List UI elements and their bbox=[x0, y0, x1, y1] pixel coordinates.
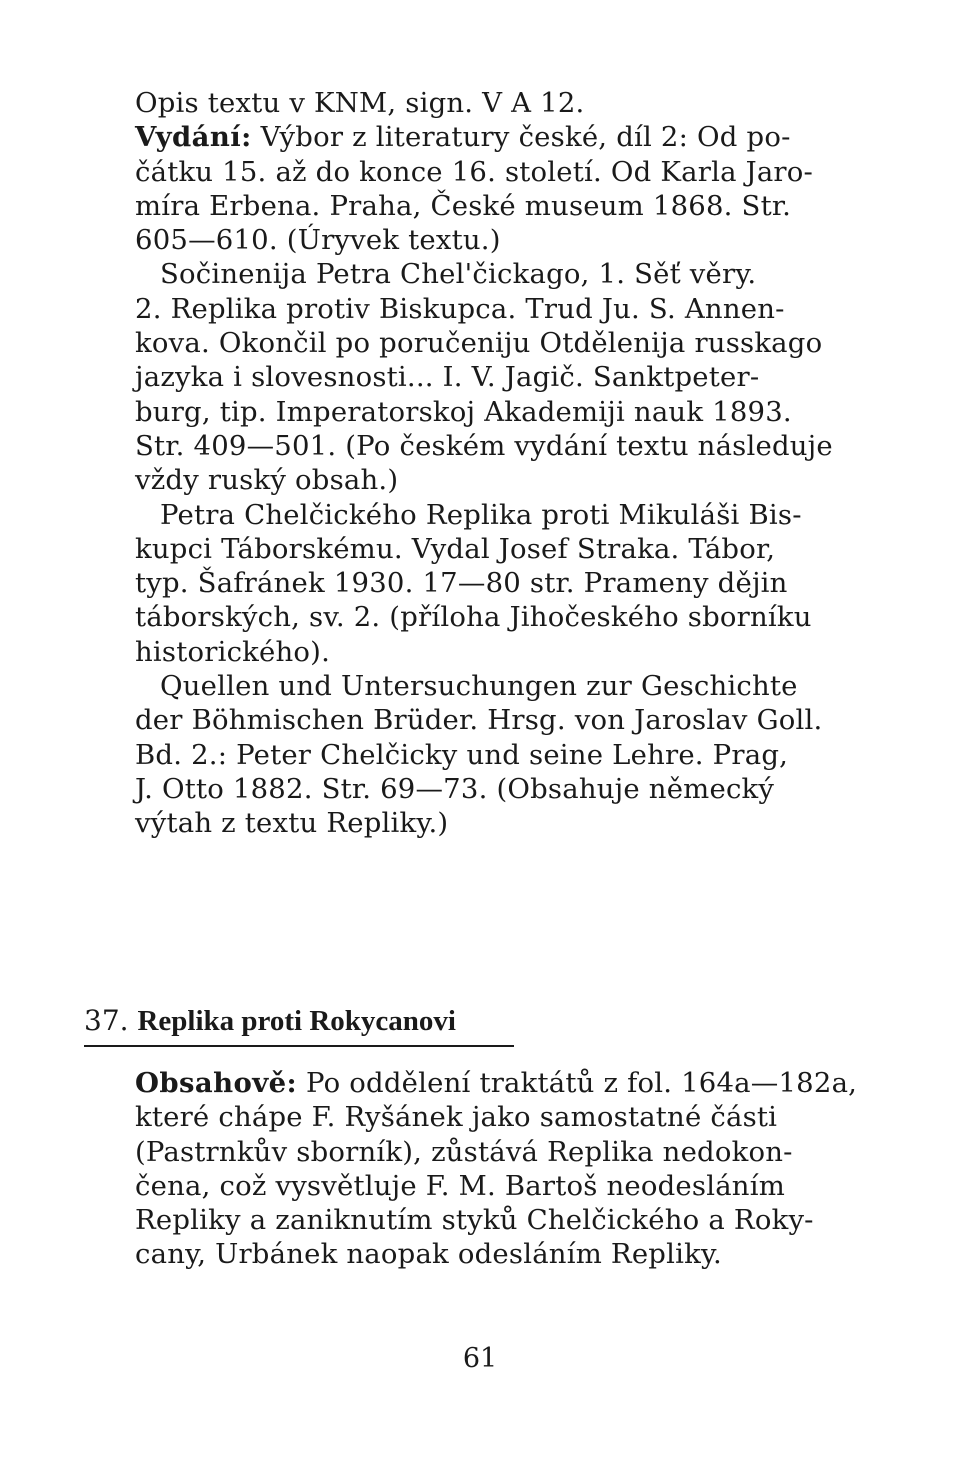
edition-text: Výbor z literatury české, díl 2: Od po- bbox=[251, 121, 791, 154]
content-text: Po oddělení traktátů z fol. 164a—182a, bbox=[297, 1067, 858, 1099]
text-line: der Böhmischen Brüder. Hrsg. von Jaroslav Goll. bbox=[135, 704, 823, 737]
text-line: které chápe F. Ryšánek jako samostatné části bbox=[135, 1101, 778, 1134]
text-line: 2. Replika protiv Biskupca. Trud Ju. S. Annen- bbox=[135, 292, 785, 325]
content-label: Obsahově: bbox=[135, 1067, 298, 1099]
content-line bbox=[135, 1066, 871, 1100]
text-line: burg, tip. Imperatorskoj Akademiji nauk 1893. bbox=[135, 395, 792, 428]
text-line: míra Erbena. Praha, České museum 1868. Str. bbox=[135, 189, 792, 222]
bibliography-block bbox=[135, 86, 871, 841]
text-line: Quellen und Untersuchungen zur Geschichte bbox=[160, 670, 798, 703]
text-line: kupci Táborskému. Vydal Josef Straka. Tábor, bbox=[135, 532, 776, 565]
text-line: čátku 15. až do konce 16. století. Od Karla Jaro- bbox=[135, 155, 814, 188]
text-line: J. Otto 1882. Str. 69—73. (Obsahuje německý bbox=[135, 772, 775, 805]
edition-line bbox=[135, 120, 871, 154]
text-line: Repliky a zaniknutím styků Chelčického a Roky- bbox=[135, 1204, 814, 1237]
text-line: Sočinenija Petra Chel'čickago, 1. Sěť věry. bbox=[160, 258, 757, 291]
edition-label: Vydání: bbox=[135, 121, 252, 154]
text-line: historického). bbox=[135, 635, 331, 668]
text-line: 605—610. (Úryvek textu.) bbox=[135, 224, 501, 257]
text-line: táborských, sv. 2. (příloha Jihočeského sborníku bbox=[135, 601, 812, 634]
text-line: Petra Chelčického Replika proti Mikuláši Bis- bbox=[160, 498, 802, 531]
text-line: cany, Urbánek naopak odesláním Repliky. bbox=[135, 1238, 722, 1271]
text-line: typ. Šafránek 1930. 17—80 str. Prameny dějin bbox=[135, 567, 788, 600]
text-line: výtah z textu Repliky.) bbox=[135, 807, 449, 840]
section-number: 37. bbox=[84, 1004, 129, 1037]
text-line: Str. 409—501. (Po českém vydání textu následuje bbox=[135, 429, 833, 462]
text-line: vždy ruský obsah.) bbox=[135, 464, 399, 497]
section-title: Replika proti Rokycanovi bbox=[137, 1005, 456, 1037]
content-block bbox=[135, 1066, 871, 1272]
page-number: 61 bbox=[462, 1343, 498, 1374]
section-heading bbox=[84, 1001, 514, 1041]
text-line: kova. Okončil po poručeniju Otdělenija russkago bbox=[135, 327, 823, 360]
text-line: jazyka i slovesnosti... I. V. Jagič. Sanktpeter- bbox=[135, 361, 760, 394]
text-line: (Pastrnkův sborník), zůstává Replika nedokon- bbox=[135, 1135, 793, 1168]
heading-underline bbox=[84, 1045, 514, 1047]
text-line: Opis textu v KNM, sign. V A 12. bbox=[135, 87, 585, 119]
text-line: čena, což vysvětluje F. M. Bartoš neodesláním bbox=[135, 1169, 785, 1202]
text-line: Bd. 2.: Peter Chelčicky und seine Lehre. Prag, bbox=[135, 738, 789, 771]
